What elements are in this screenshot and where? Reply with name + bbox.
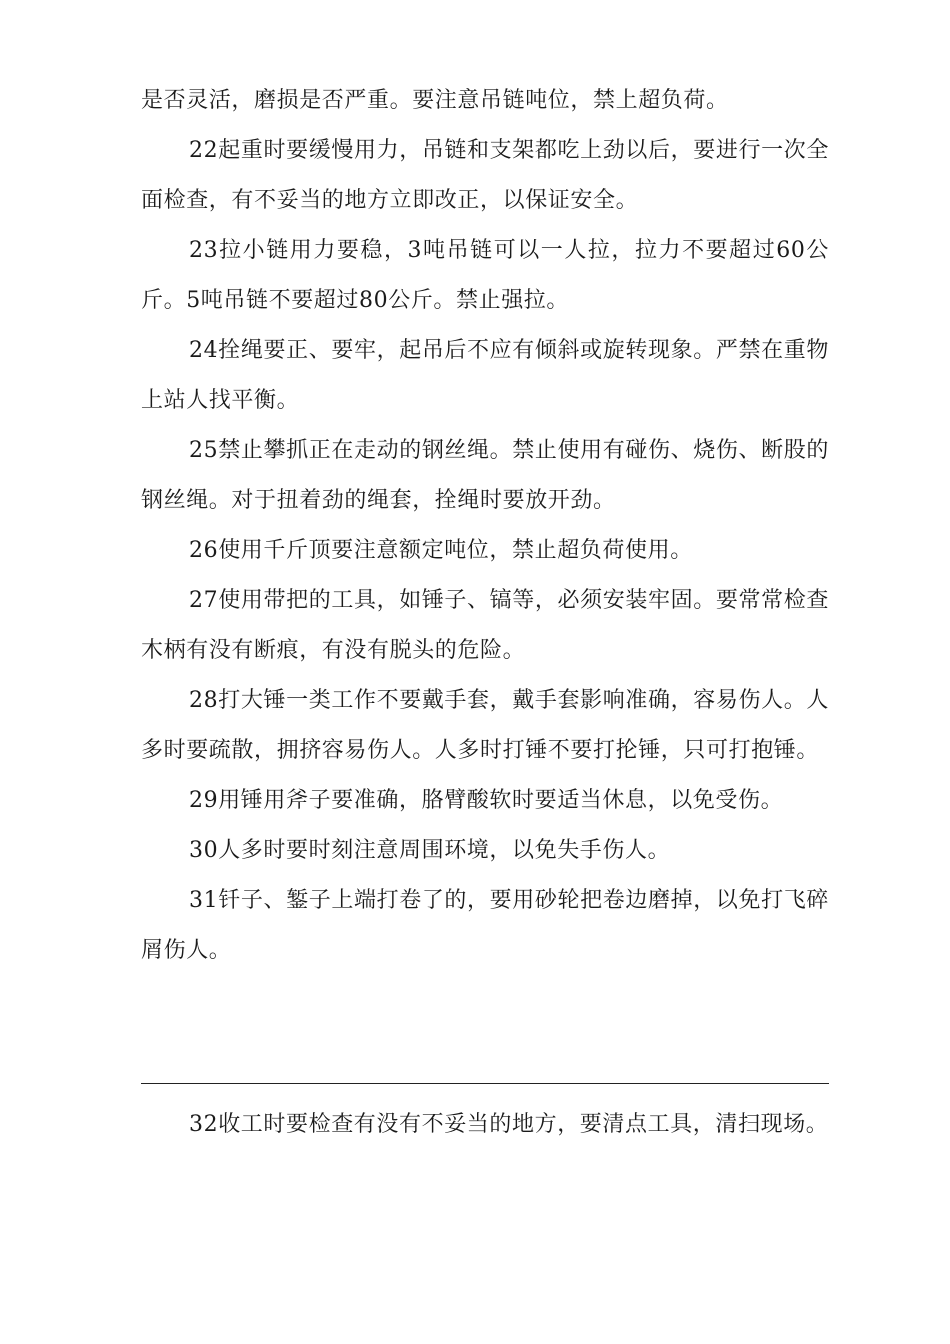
horizontal-divider: [141, 1083, 829, 1084]
paragraph-item-31: 31钎子、錾子上端打卷了的，要用砂轮把卷边磨掉，以免打飞碎屑伤人。: [141, 888, 829, 963]
paragraph-item-30: 30人多时要时刻注意周围环境，以免失手伤人。: [189, 838, 671, 863]
paragraph-item-28: 28打大锤一类工作不要戴手套，戴手套影响准确，容易伤人。人多时要疏散，拥挤容易伤人。人多时打锤不要打抡锤，只可打抱锤。: [141, 688, 829, 763]
paragraph-continued: 是否灵活，磨损是否严重。要注意吊链吨位，禁上超负荷。: [141, 88, 729, 113]
paragraph-item-27: 27使用带把的工具，如锤子、镐等，必须安装牢固。要常常检查木柄有没有断痕，有没有脱头的危险。: [141, 588, 829, 663]
paragraph-item-26: 26使用千斤顶要注意额定吨位，禁止超负荷使用。: [189, 538, 693, 563]
paragraph-item-29: 29用锤用斧子要准确，胳臂酸软时要适当休息，以免受伤。: [189, 788, 784, 813]
paragraph-item-22: 22起重时要缓慢用力，吊链和支架都吃上劲以后，要进行一次全面检查，有不妥当的地方立即改正，以保证安全。: [141, 138, 829, 213]
document-body-after-divider: [141, 1100, 829, 1150]
paragraph-item-24: 24拴绳要正、要牢，起吊后不应有倾斜或旋转现象。严禁在重物上站人找平衡。: [141, 338, 829, 413]
paragraph-item-25: 25禁止攀抓正在走动的钢丝绳。禁止使用有碰伤、烧伤、断股的钢丝绳。对于扭着劲的绳套，拴绳时要放开劲。: [141, 438, 829, 513]
paragraph-item-23: 23拉小链用力要稳，3吨吊链可以一人拉，拉力不要超过60公斤。5吨吊链不要超过80公斤。禁止强拉。: [141, 238, 829, 313]
document-body: [141, 76, 829, 976]
paragraph-item-32: 32收工时要检查有没有不妥当的地方，要清点工具，清扫现场。: [189, 1112, 829, 1137]
